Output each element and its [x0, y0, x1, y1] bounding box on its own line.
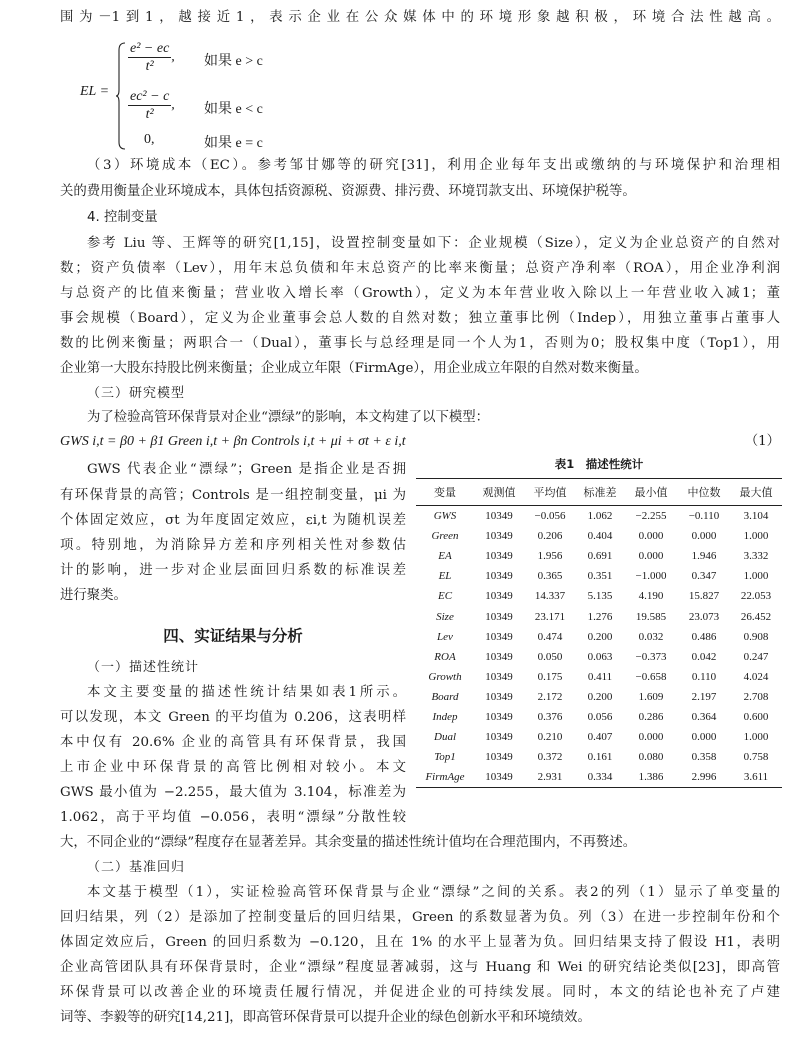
table-cell: 2.996	[678, 767, 730, 788]
table-cell: 3.332	[743, 550, 769, 563]
table-cell: 0.364	[691, 710, 717, 723]
table-cell: 0.247	[743, 650, 769, 663]
table-cell: 0.404	[587, 530, 613, 543]
table-cell: 1.386	[624, 767, 678, 788]
table-row	[416, 667, 782, 687]
table-header-cell: 中位数	[678, 479, 730, 506]
control-para-line: 数；资产负债率（Lev），用年末总负债和年末总资产的比率来衡量；总资产净利率（ROA），用企业净利润	[60, 261, 780, 276]
table-cell: 0.376	[537, 710, 563, 723]
table-cell: 4.190	[638, 590, 664, 603]
table-cell: 1.946	[691, 550, 717, 563]
model-intro: 为了检验高管环保背景对企业“漂绿”的影响，本文构建了以下模型：	[87, 410, 490, 425]
table-cell: 0.691	[587, 550, 613, 563]
table-cell: 10349	[485, 510, 513, 523]
table-cell: 0.411	[587, 670, 613, 683]
model-desc-line: 计的影响，进一步对企业层面回归系数的标准误差	[60, 563, 406, 578]
table-cell: 0.200	[587, 690, 613, 703]
control-para-line: 数的比例来衡量；两职合一（Dual），董事长与总经理是同一个人为1，否则为0；股权集中度（Top1），用	[60, 336, 780, 351]
table-cell: 0.365	[537, 570, 563, 583]
table-cell: 0.486	[691, 630, 717, 643]
table-variable-name: Dual	[434, 731, 456, 744]
formula-case-3-value: 0,	[144, 132, 155, 147]
base-para-line: 本文基于模型（1），实证检验高管环保背景与企业“漂绿”之间的关系。表2的列（1）显示了单变量的	[87, 885, 780, 900]
table-variable-name: Lev	[437, 630, 453, 643]
table-variable-name: Top1	[434, 751, 456, 764]
table-cell: 10349	[474, 767, 524, 788]
table-cell: 10349	[485, 690, 513, 703]
table-cell: 2.708	[743, 690, 769, 703]
table-cell: 10349	[485, 710, 513, 723]
table-cell: 1.000	[743, 731, 769, 744]
model-desc-line: 进行聚类。	[60, 588, 127, 603]
table-variable-name: EA	[438, 550, 452, 563]
control-para-line: 参考 Liu 等、王辉等的研究[1,15]，设置控制变量如下：企业规模（Size），定义为企业总资产的自然对	[87, 236, 780, 251]
table-variable-name: Board	[431, 690, 459, 703]
table-1-caption: 表1 描述性统计	[554, 457, 644, 471]
desc-para-line: GWS 最小值为 −2.255，最大值为 3.104，标准差为	[60, 785, 406, 800]
table-header-cell: 标准差	[576, 479, 624, 506]
table-cell: −0.110	[688, 510, 720, 523]
table-cell: 3.611	[730, 767, 782, 788]
base-para-line: 回归结果，列（2）是添加了控制变量后的回归结果，Green 的系数显著为负。列（3）在进一步控制年份和个	[60, 910, 780, 925]
table-row	[416, 506, 782, 527]
table-header-cell: 最大值	[730, 479, 782, 506]
table-cell: 0.206	[537, 530, 563, 543]
table-cell: 2.931	[524, 767, 576, 788]
table-header-cell: 最小值	[624, 479, 678, 506]
table-cell: 0.908	[743, 630, 769, 643]
case1-numerator: e² − ec	[130, 41, 170, 56]
desc-para-line: 1.062，高于平均值 −0.056，表明“漂绿”分散性较	[60, 810, 406, 825]
table-cell: −0.056	[534, 510, 566, 523]
table-cell: 10349	[485, 650, 513, 663]
control-para-line: 企业第一大股东持股比例来衡量；企业成立年限（FirmAge），用企业成立年限的自然对数来衡量。	[60, 361, 648, 376]
table-cell: 0.372	[537, 751, 563, 764]
formula-brace	[116, 42, 126, 150]
table-row	[416, 546, 782, 566]
model-desc-line: 个体固定效应，σt 为年度固定效应，εi,t 为随机误差	[60, 513, 406, 528]
case1-denominator: t²	[145, 59, 154, 74]
table-variable-name: Indep	[432, 710, 458, 723]
table-header-cell: 观测值	[474, 479, 524, 506]
table-cell: 0.286	[638, 710, 664, 723]
case2-denominator: t²	[145, 107, 154, 122]
table-cell: 1.956	[537, 550, 563, 563]
base-para-line: 环保背景可以改善企业的环境责任履行情况，并促进企业的可持续发展。同时，本文的结论也补充了卢建	[60, 985, 780, 1000]
table-header-cell: 变量	[416, 479, 474, 506]
table-cell: 0.334	[576, 767, 624, 788]
formula-case-2-condition: 如果 e < c	[204, 102, 263, 117]
table-cell: 0.200	[587, 630, 613, 643]
table-cell: 10349	[485, 550, 513, 563]
table-cell: 0.000	[638, 530, 664, 543]
table-cell: 10349	[485, 670, 513, 683]
table-cell: 1.609	[638, 690, 664, 703]
table-row	[416, 627, 782, 647]
table-cell: 10349	[485, 590, 513, 603]
formula-case-1: $\frac{\text{e² − ec}}{\text{t²}}$ ,	[130, 41, 175, 74]
table-cell: 19.585	[635, 610, 667, 623]
table-cell: 0.110	[691, 670, 717, 683]
model-desc-line: 项。特别地，为消除异方差和序列相关性对参数估	[60, 538, 406, 553]
table-cell: 14.337	[534, 590, 566, 603]
table-cell: −0.373	[635, 650, 667, 663]
ec-para-line: 关的费用衡量企业环境成本，具体包括资源税、资源费、排污费、环境罚款支出、环境保护税等。	[60, 184, 636, 199]
table-cell: 0.000	[691, 530, 717, 543]
table-row	[416, 526, 782, 546]
table-cell: −0.658	[635, 670, 667, 683]
table-row	[416, 687, 782, 707]
table-cell: 0.175	[537, 670, 563, 683]
table-cell: 0.063	[587, 650, 613, 663]
section-4-title: 四、实证结果与分析	[163, 627, 303, 645]
table-cell: 23.171	[534, 610, 566, 623]
desc-para-last-line: 大，不同企业的“漂绿”程度存在显著差异。其余变量的描述性统计值均在合理范围内，不再赘述。	[60, 835, 637, 850]
table-row	[416, 606, 782, 626]
table-variable-name: GWS	[433, 510, 457, 523]
table-cell: 15.827	[688, 590, 720, 603]
table-cell: 0.000	[691, 731, 717, 744]
base-para-line: 体固定效应后，Green 的回归系数为 −0.120，且在 1% 的水平上显著为负。回归结果支持了假设 H1，表明	[60, 935, 780, 950]
table-row	[416, 747, 782, 767]
table-variable-name: EL	[438, 570, 452, 583]
model-equation: GWS i,t = β0 + β1 Green i,t + βn Controls i,t + μi + σt + ε i,t	[60, 434, 406, 449]
table-cell: 26.452	[740, 610, 772, 623]
table-cell: 0.080	[638, 751, 664, 764]
table-cell: 3.104	[743, 510, 769, 523]
heading-baseline-regression: （二）基准回归	[87, 860, 186, 875]
table-cell: −2.255	[635, 510, 667, 523]
table-cell: 10349	[485, 570, 513, 583]
table-header-cell: 平均值	[524, 479, 576, 506]
model-desc-line: 有环保背景的高管；Controls 是一组控制变量，μi 为	[60, 488, 406, 503]
table-row	[416, 707, 782, 727]
table-1-descriptive-statistics	[416, 478, 782, 788]
table-row	[416, 586, 782, 606]
table-cell: 1.000	[743, 530, 769, 543]
table-cell: 0.758	[743, 751, 769, 764]
table-cell: 0.210	[537, 731, 563, 744]
desc-para-line: 可以发现，本文 Green 的平均值为 0.206，这表明样	[60, 710, 406, 725]
model-equation-number: （1）	[744, 434, 780, 449]
table-cell: 10349	[485, 751, 513, 764]
table-cell: 22.053	[740, 590, 772, 603]
table-cell: 10349	[485, 630, 513, 643]
table-cell: 2.172	[537, 690, 563, 703]
table-variable-name: EC	[437, 590, 453, 603]
table-cell: 10349	[485, 610, 513, 623]
table-cell: 0.056	[587, 710, 613, 723]
table-cell: −1.000	[635, 570, 667, 583]
table-cell: 0.347	[691, 570, 717, 583]
desc-para-line: 本中仅有 20.6% 企业的高管具有环保背景，我国	[60, 735, 406, 750]
table-cell: 0.351	[587, 570, 613, 583]
model-desc-line: GWS 代表企业“漂绿”；Green 是指企业是否拥	[87, 462, 406, 477]
heading-descriptive-stats: （一）描述性统计	[87, 660, 200, 675]
desc-para-line: 本文主要变量的描述性统计结果如表1所示。	[87, 685, 406, 700]
control-para-line: 事会规模（Board），定义为企业董事会总人数的自然对数；独立董事比例（Indep），用独立董事占董事人	[60, 311, 780, 326]
formula-el-lhs: EL =	[80, 84, 110, 99]
table-row	[416, 566, 782, 586]
table-cell: 10349	[485, 530, 513, 543]
formula-case-1-condition: 如果 e > c	[204, 54, 263, 69]
table-variable-name: FirmAge	[416, 767, 474, 788]
table-cell: 4.024	[743, 670, 769, 683]
base-para-line: 企业高管团队具有环保背景时，企业“漂绿”程度显著减弱，这与 Huang 和 Wei 的研究结论类似[23]，即高管	[60, 960, 780, 975]
table-cell: 0.474	[537, 630, 563, 643]
table-cell: 0.050	[537, 650, 563, 663]
heading-control-variables: 4. 控制变量	[87, 210, 158, 225]
table-cell: 0.600	[743, 710, 769, 723]
control-para-line: 与总资产的比值来衡量；营业收入增长率（Growth），定义为本年营业收入除以上一年营业收入减1；董	[60, 286, 780, 301]
table-cell: 0.042	[691, 650, 717, 663]
table-cell: 0.161	[587, 751, 613, 764]
table-cell: 5.135	[587, 590, 613, 603]
table-row	[416, 727, 782, 747]
table-cell: 0.032	[638, 630, 664, 643]
table-cell: 23.073	[688, 610, 720, 623]
table-variable-name: Green	[431, 530, 459, 543]
table-cell: 0.407	[587, 731, 613, 744]
table-row	[416, 647, 782, 667]
table-cell: 10349	[485, 731, 513, 744]
base-para-line: 词等、李毅等的研究[14,21]，即高管环保背景可以提升企业的绿色创新水平和环境绩效。	[60, 1010, 591, 1025]
table-variable-name: Size	[436, 610, 454, 623]
heading-research-model: （三）研究模型	[87, 386, 186, 401]
case2-numerator: ec² − c	[130, 89, 170, 104]
formula-case-3-condition: 如果 e = c	[204, 136, 263, 151]
table-cell: 0.358	[691, 751, 717, 764]
table-cell: 1.000	[743, 570, 769, 583]
table-cell: 0.000	[638, 550, 664, 563]
table-variable-name: ROA	[434, 650, 456, 663]
table-cell: 2.197	[691, 690, 717, 703]
desc-para-line: 上市企业中环保背景的高管比例相对较小。本文	[60, 760, 406, 775]
formula-case-2: $\frac{\text{ec² − c}}{\text{t²}}$ ,	[130, 89, 175, 122]
table-cell: 1.276	[587, 610, 613, 623]
table-header-row	[416, 479, 782, 506]
table-cell: 1.062	[587, 510, 613, 523]
table-cell: 0.000	[638, 731, 664, 744]
table-variable-name: Growth	[428, 670, 462, 683]
table-row	[416, 767, 782, 788]
intro-paragraph: 围为－1到1，越接近1，表示企业在公众媒体中的环境形象越积极，环境合法性越高。	[60, 10, 780, 25]
ec-para-line: （3）环境成本（EC）。参考邹甘娜等的研究[31]，利用企业每年支出或缴纳的与环境保护和治理相	[87, 158, 780, 173]
